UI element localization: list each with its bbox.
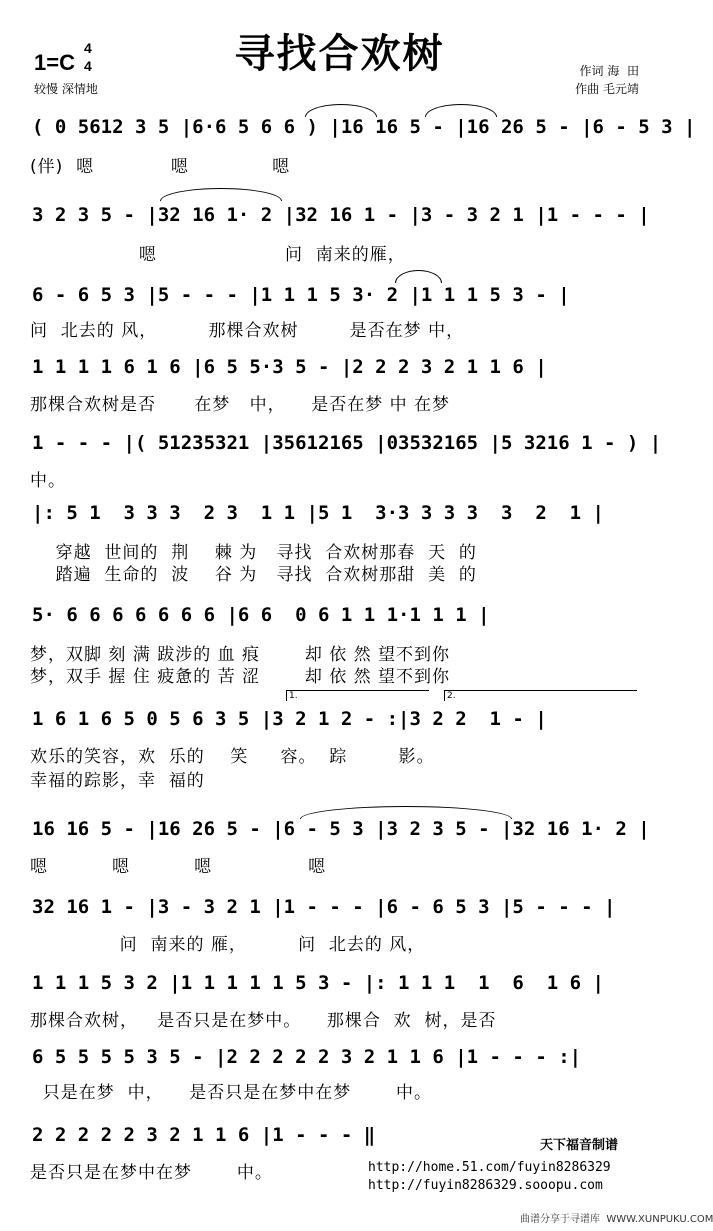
score-row-1 [0, 112, 696, 146]
lyrics-line: 问 北去的 风， 那棵合欢树 是否在梦 中， [30, 321, 465, 341]
notation-line: 16 16 5 - |16 26 5 - |6 - 5 3 |3 2 3 5 - |32 16 1· 2 | [32, 818, 650, 840]
notation-line: 6 5 5 5 5 3 5 - |2 2 2 2 2 3 2 1 1 6 |1 - - - :| [32, 1046, 582, 1068]
score-row-4 [0, 352, 679, 386]
score-row-10 [0, 892, 679, 926]
score-row-7 [0, 600, 679, 634]
slur-mark [300, 806, 512, 819]
lyrics-line-verse-1: 欢乐的笑容，欢 乐的 笑 容。 踪 影。 [30, 747, 435, 767]
score-row-5 [0, 428, 679, 462]
notation-line: 6 - 6 5 3 |5 - - - |1 1 1 5 3· 2 |1 1 1 5 3 - | [32, 284, 570, 306]
notation-line: 1 6 1 6 5 0 5 6 3 5 |3 2 1 2 - :|3 2 2 1 - | [32, 708, 547, 730]
lyrics-line: 是否只是在梦中在梦 中。 [30, 1163, 273, 1183]
volta-second-ending: 2. [444, 690, 637, 701]
score-row-3 [0, 280, 679, 314]
lyrics-line: 那棵合欢树是否 在梦 中， 是否在梦 中 在梦 [30, 395, 451, 415]
score-row-8 [0, 704, 679, 738]
lyrics-line: 嗯 问 南来的雁， [30, 245, 406, 265]
lyrics-line: 问 南来的 雁， 问 北去的 风， [30, 935, 426, 955]
volta-first-ending: 1. [286, 690, 429, 701]
score-row-6 [0, 498, 679, 532]
slur-mark [305, 104, 377, 117]
slur-mark [160, 188, 282, 201]
notation-line: 5· 6 6 6 6 6 6 6 |6 6 0 6 1 1 1·1 1 1 | [32, 604, 490, 626]
watermark: 曲谱分享于寻谱库 WWW.XUNPUKU.COM [520, 1214, 713, 1225]
score-row-9 [0, 814, 679, 848]
publisher-label: 天下福音制谱 [540, 1138, 619, 1153]
time-signature-bottom: 4 [84, 58, 92, 74]
lyricist-credit: 作词 海 田 [579, 64, 639, 78]
slur-mark [395, 270, 442, 283]
lyrics-line: 中。 [30, 471, 66, 491]
notation-line: 1 1 1 1 6 1 6 |6 5 5·3 5 - |2 2 2 3 2 1 1 6 | [32, 356, 547, 378]
notation-line: ( 0 5612 3 5 |6·6 5 6 6 ) |16 16 5 - |16 26 5 - |6 - 5 3 | [32, 116, 696, 138]
lyrics-line: 只是在梦 中， 是否只是在梦中在梦 中。 [30, 1083, 433, 1103]
lyrics-line-verse-1: 穿越 世间的 荆 棘 为 寻找 合欢树那春 天 的 [30, 543, 477, 563]
notation-line: 1 1 1 5 3 2 |1 1 1 1 1 5 3 - |: 1 1 1 1 6 1 6 | [32, 972, 604, 994]
lyrics-line-verse-2: 踏遍 生命的 波 谷 为 寻找 合欢树那甜 美 的 [30, 565, 477, 585]
notation-line: 32 16 1 - |3 - 3 2 1 |1 - - - |6 - 6 5 3 |5 - - - | [32, 896, 616, 918]
score-row-2 [0, 200, 679, 234]
lyrics-line-verse-2: 幸福的踪影，幸 福的 [30, 771, 205, 791]
lyrics-line-verse-1: 梦，双脚 刻 满 跋涉的 血 痕 却 依 然 望不到你 [30, 645, 451, 665]
url-link-2[interactable]: http://fuyin8286329.sooopu.com [368, 1178, 603, 1193]
url-link-1[interactable]: http://home.51.com/fuyin8286329 [368, 1160, 611, 1175]
lyrics-line: (伴) 嗯 嗯 嗯 [30, 157, 291, 177]
slur-mark [425, 104, 497, 117]
lyrics-line: 那棵合欢树， 是否只是在梦中。 那棵合 欢 树，是否 [30, 1011, 497, 1031]
lyrics-line: 嗯 嗯 嗯 嗯 [30, 857, 327, 877]
lyrics-line-verse-2: 梦，双手 握 住 疲惫的 苦 涩 却 依 然 望不到你 [30, 667, 451, 687]
notation-line: |: 5 1 3 3 3 2 3 1 1 |5 1 3·3 3 3 3 3 2 1 | [32, 502, 604, 524]
notation-line: 2 2 2 2 2 3 2 1 1 6 |1 - - - ‖ [32, 1124, 376, 1146]
notation-line: 3 2 3 5 - |32 16 1· 2 |32 16 1 - |3 - 3 2 1 |1 - - - | [32, 204, 650, 226]
key-signature: 1=C [34, 50, 75, 75]
score-row-11 [0, 968, 679, 1002]
score-row-12 [0, 1042, 679, 1076]
notation-line: 1 - - - |( 51235321 |35612165 |03532165 |5 3216 1 - ) | [32, 432, 662, 454]
composer-credit: 作曲 毛元靖 [575, 82, 639, 96]
tempo-marking: 较慢 深情地 [34, 82, 98, 96]
song-title: 寻找合欢树 [234, 31, 445, 77]
time-signature-top: 4 [84, 40, 92, 56]
